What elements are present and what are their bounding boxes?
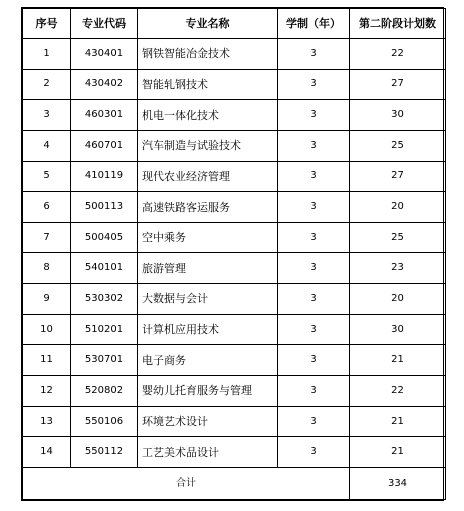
- row-major-name: 高速铁路客运服务: [138, 192, 278, 223]
- header-duration-years: 学制（年）: [278, 9, 350, 39]
- row-duration-years: 3: [278, 284, 350, 315]
- row-major-name: 旅游管理: [138, 253, 278, 284]
- row-duration-years: 3: [278, 253, 350, 284]
- row-major-code: 460301: [71, 100, 138, 131]
- table-row: [23, 39, 446, 70]
- header-row: [23, 9, 446, 39]
- table-row: [23, 376, 446, 407]
- header-index: 序号: [23, 9, 71, 39]
- row-major-name: 智能轧钢技术: [138, 69, 278, 100]
- header-second-stage-plan: 第二阶段计划数: [350, 9, 446, 39]
- table-row: [23, 314, 446, 345]
- row-major-code: 520802: [71, 376, 138, 407]
- table-header: [23, 9, 446, 39]
- row-duration-years: 3: [278, 345, 350, 376]
- row-duration-years: 3: [278, 376, 350, 407]
- row-major-name: 计算机应用技术: [138, 314, 278, 345]
- row-major-code: 500405: [71, 222, 138, 253]
- row-major-code: 500113: [71, 192, 138, 223]
- row-index: 11: [23, 345, 71, 376]
- row-duration-years: 3: [278, 406, 350, 437]
- total-row: [23, 468, 446, 500]
- row-major-name: 电子商务: [138, 345, 278, 376]
- row-index: 5: [23, 161, 71, 192]
- table-row: [23, 253, 446, 284]
- row-index: 9: [23, 284, 71, 315]
- enrollment-plan-table-container: [21, 7, 444, 501]
- row-major-code: 550106: [71, 406, 138, 437]
- row-index: 14: [23, 437, 71, 468]
- table-row: [23, 192, 446, 223]
- row-plan-count: 25: [350, 130, 446, 161]
- row-major-code: 540101: [71, 253, 138, 284]
- header-major-name: 专业名称: [138, 9, 278, 39]
- table-row: [23, 130, 446, 161]
- row-plan-count: 27: [350, 69, 446, 100]
- row-major-code: 530701: [71, 345, 138, 376]
- row-index: 7: [23, 222, 71, 253]
- row-major-name: 空中乘务: [138, 222, 278, 253]
- table-row: [23, 284, 446, 315]
- row-plan-count: 21: [350, 406, 446, 437]
- row-major-code: 430402: [71, 69, 138, 100]
- row-index: 4: [23, 130, 71, 161]
- row-duration-years: 3: [278, 130, 350, 161]
- row-index: 8: [23, 253, 71, 284]
- table-row: [23, 222, 446, 253]
- row-duration-years: 3: [278, 222, 350, 253]
- row-plan-count: 20: [350, 284, 446, 315]
- row-major-name: 婴幼儿托育服务与管理: [138, 376, 278, 407]
- row-index: 12: [23, 376, 71, 407]
- row-major-name: 汽车制造与试验技术: [138, 130, 278, 161]
- row-index: 1: [23, 39, 71, 70]
- row-index: 2: [23, 69, 71, 100]
- row-duration-years: 3: [278, 437, 350, 468]
- total-label: 合计: [23, 468, 350, 500]
- table-row: [23, 100, 446, 131]
- row-major-name: 大数据与会计: [138, 284, 278, 315]
- row-major-code: 530302: [71, 284, 138, 315]
- table-row: [23, 406, 446, 437]
- row-plan-count: 25: [350, 222, 446, 253]
- row-plan-count: 21: [350, 437, 446, 468]
- table-footer: [23, 468, 446, 500]
- row-index: 10: [23, 314, 71, 345]
- row-major-name: 机电一体化技术: [138, 100, 278, 131]
- row-index: 13: [23, 406, 71, 437]
- row-major-name: 工艺美术品设计: [138, 437, 278, 468]
- enrollment-plan-table: [22, 8, 446, 500]
- table-body: [23, 39, 446, 468]
- row-plan-count: 23: [350, 253, 446, 284]
- table-row: [23, 437, 446, 468]
- row-plan-count: 20: [350, 192, 446, 223]
- row-major-name: 钢铁智能冶金技术: [138, 39, 278, 70]
- row-duration-years: 3: [278, 69, 350, 100]
- row-major-name: 环境艺术设计: [138, 406, 278, 437]
- table-row: [23, 161, 446, 192]
- row-index: 6: [23, 192, 71, 223]
- row-major-code: 510201: [71, 314, 138, 345]
- row-duration-years: 3: [278, 161, 350, 192]
- table-row: [23, 69, 446, 100]
- header-major-code: 专业代码: [71, 9, 138, 39]
- row-major-code: 430401: [71, 39, 138, 70]
- row-duration-years: 3: [278, 39, 350, 70]
- row-plan-count: 21: [350, 345, 446, 376]
- row-plan-count: 27: [350, 161, 446, 192]
- row-major-code: 460701: [71, 130, 138, 161]
- table-row: [23, 345, 446, 376]
- total-value: 334: [350, 468, 446, 500]
- row-plan-count: 30: [350, 314, 446, 345]
- row-plan-count: 30: [350, 100, 446, 131]
- row-major-code: 550112: [71, 437, 138, 468]
- row-major-code: 410119: [71, 161, 138, 192]
- row-plan-count: 22: [350, 376, 446, 407]
- row-duration-years: 3: [278, 192, 350, 223]
- row-plan-count: 22: [350, 39, 446, 70]
- row-duration-years: 3: [278, 314, 350, 345]
- row-index: 3: [23, 100, 71, 131]
- row-major-name: 现代农业经济管理: [138, 161, 278, 192]
- row-duration-years: 3: [278, 100, 350, 131]
